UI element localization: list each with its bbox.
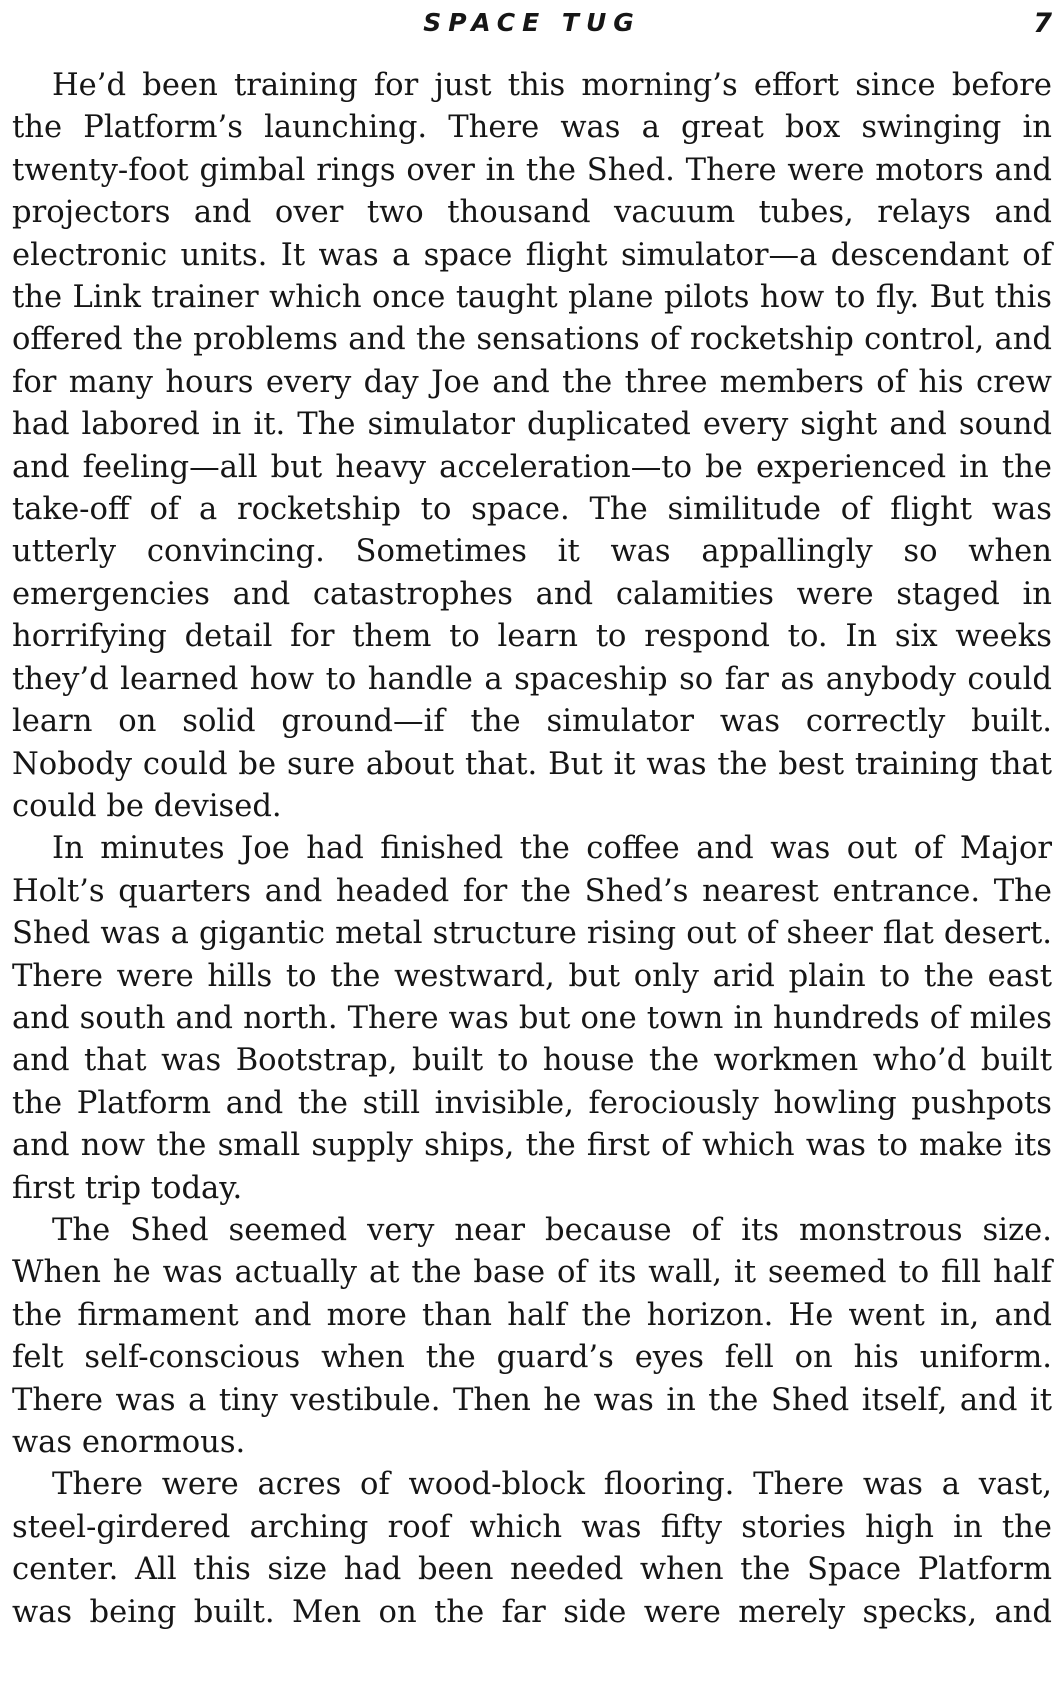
paragraph: In minutes Joe had finished the coffee and was out of Major Holt’s quarters and headed for the Shed’s nearest entrance. The Shed was a gigantic metal structure rising out of sheer flat desert. There were hills to the westward, but only arid plain to the east and south and north. There was but one town in hundreds of miles and that was Bootstrap, built to house the workmen who’d built the Platform and the still invisible, ferociously howling pushpots and now the small supply ships, the first of which was to make its first trip today. bbox=[12, 831, 1052, 1206]
paragraph: The Shed seemed very near because of its monstrous size. When he was actually at the base of its wall, it seemed to fill half the firmament and more than half the horizon. He went in, and felt self-conscious when the guard’s eyes fell on his uniform. There was a tiny vestibule. Then he was in the Shed itself, and it was enormous. bbox=[12, 1212, 1052, 1460]
paragraph: He’d been training for just this morning’s effort since before the Platform’s launching. There was a great box swinging in twenty-foot gimbal rings over in the Shed. There were motors and projectors and over two thousand vacuum tubes, relays and electronic units. It was a space flight simulator—a descendant of the Link trainer which once taught plane pilots how to fly. But this offered the problems and the sensations of rocketship control, and for many hours every day Joe and the three members of his crew had labored in it. The simulator duplicated every sight and sound and feeling—all but heavy acceleration—to be experienced in the take-off of a rocketship to space. The similitude of flight was utterly convincing. Sometimes it was appallingly so when emergencies and catastrophes and calamities were staged in horrifying detail for them to learn to respond to. In six weeks they’d learned how to handle a spaceship so far as anybody could learn on solid ground—if the simulator was correctly built. Nobody could be sure about that. But it was the best training that could be devised. bbox=[12, 68, 1052, 824]
running-head bbox=[12, 8, 1052, 44]
page-number: 7 bbox=[1033, 8, 1052, 39]
running-title: SPACE TUG bbox=[423, 8, 641, 37]
body-text bbox=[12, 65, 1052, 1634]
paragraph: There were acres of wood-block flooring. There was a vast, steel-girdered arching roof which was fifty stories high in the center. All this size had been needed when the Space Platform was being built. Men on the far side were merely specks, and bbox=[12, 1467, 1052, 1630]
